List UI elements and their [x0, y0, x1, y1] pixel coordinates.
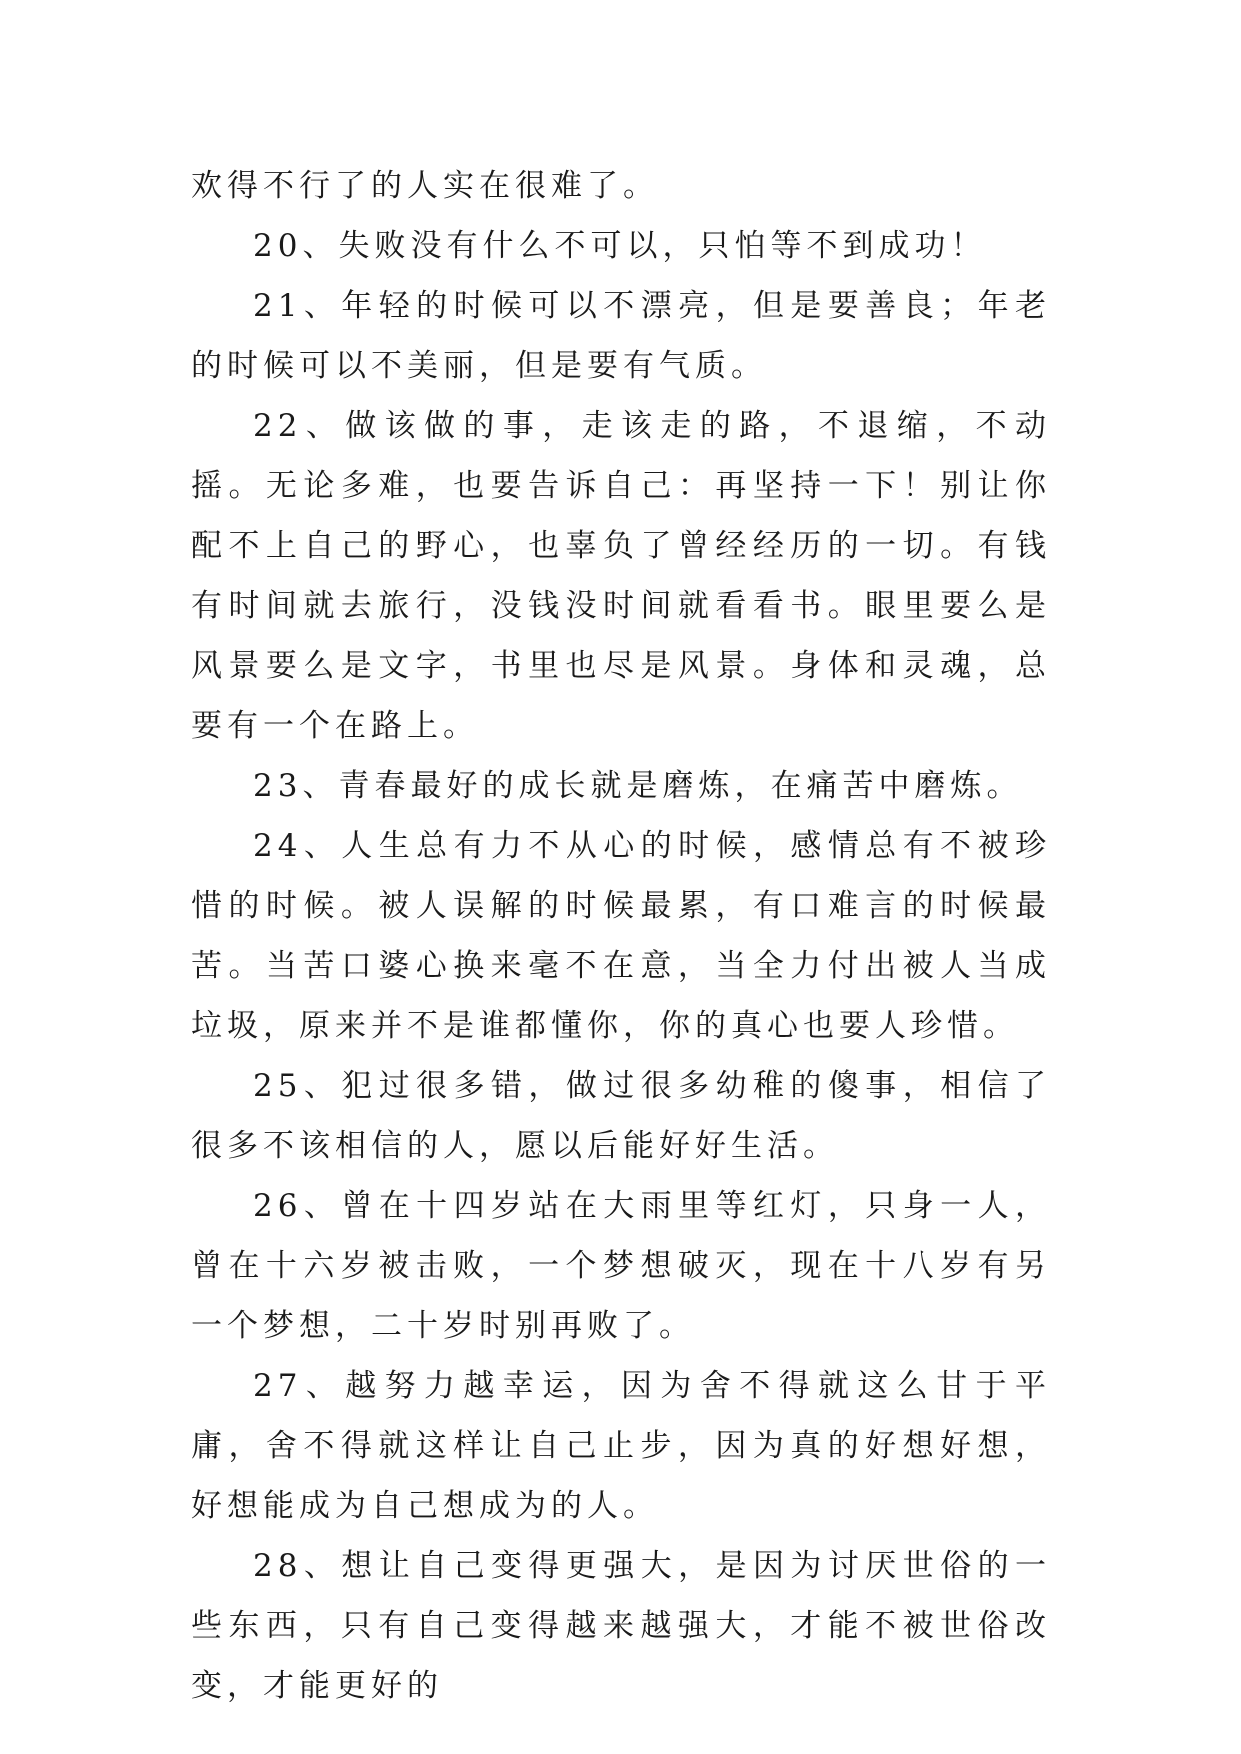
- body-text: [191, 156, 1051, 1716]
- paragraph-26: 26、曾在十四岁站在大雨里等红灯，只身一人，曾在十六岁被击败，一个梦想破灭，现在十八岁有另一个梦想，二十岁时别再败了。: [191, 1188, 1051, 1344]
- paragraph-25: 25、犯过很多错，做过很多幼稚的傻事，相信了很多不该相信的人，愿以后能好好生活。: [191, 1068, 1051, 1164]
- paragraph-23: 23、青春最好的成长就是磨炼，在痛苦中磨炼。: [253, 768, 1023, 804]
- paragraph-21: 21、年轻的时候可以不漂亮，但是要善良；年老的时候可以不美丽，但是要有气质。: [191, 288, 1051, 384]
- paragraph-22: 22、做该做的事，走该走的路，不退缩，不动摇。无论多难，也要告诉自己：再坚持一下！别让你配不上自己的野心，也辜负了曾经经历的一切。有钱有时间就去旅行，没钱没时间就看看书。眼里要么是风景要么是文字，书里也尽是风景。身体和灵魂，总要有一个在路上。: [191, 408, 1051, 744]
- paragraph-24: 24、人生总有力不从心的时候，感情总有不被珍惜的时候。被人误解的时候最累，有口难言的时候最苦。当苦口婆心换来毫不在意，当全力付出被人当成垃圾，原来并不是谁都懂你，你的真心也要人珍惜。: [191, 828, 1051, 1044]
- paragraph-continued: 欢得不行了的人实在很难了。: [191, 168, 659, 204]
- paragraph-27: 27、越努力越幸运，因为舍不得就这么甘于平庸，舍不得就这样让自己止步，因为真的好想好想，好想能成为自己想成为的人。: [191, 1368, 1051, 1524]
- paragraph-20: 20、失败没有什么不可以，只怕等不到成功！: [253, 228, 987, 264]
- paragraph-28: 28、想让自己变得更强大，是因为讨厌世俗的一些东西，只有自己变得越来越强大，才能不被世俗改变，才能更好的: [191, 1548, 1051, 1704]
